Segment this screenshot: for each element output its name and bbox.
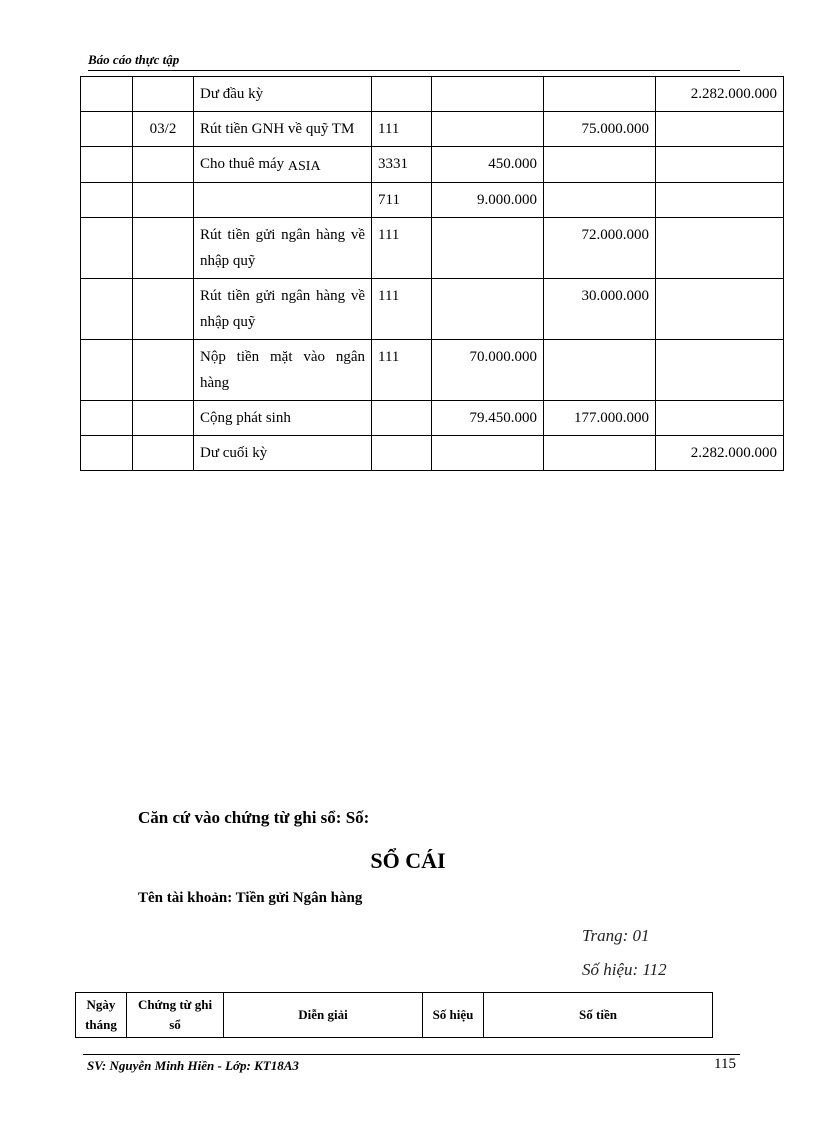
cell-desc: Rút tiền gửi ngân hàng về nhập quỹ — [194, 279, 372, 340]
voucher-basis: Căn cứ vào chứng từ ghi sổ: Số: — [138, 808, 370, 827]
cell-acct — [372, 436, 432, 471]
header-amount: Số tiền — [484, 993, 713, 1038]
cell-balance: 2.282.000.000 — [656, 436, 784, 471]
cell-debit: 79.450.000 — [432, 401, 544, 436]
cell-doc — [133, 401, 194, 436]
cell-day — [81, 340, 133, 401]
header-date: Ngày tháng — [76, 993, 127, 1038]
cell-debit — [432, 279, 544, 340]
page-header — [88, 50, 740, 71]
cell-debit — [432, 112, 544, 147]
cell-debit: 70.000.000 — [432, 340, 544, 401]
cell-debit — [432, 77, 544, 112]
cell-credit: 30.000.000 — [544, 279, 656, 340]
cell-credit: 72.000.000 — [544, 218, 656, 279]
cell-acct: 111 — [372, 340, 432, 401]
cell-desc: Dư cuối kỳ — [194, 436, 372, 471]
cell-day — [81, 401, 133, 436]
header-code: Số hiệu — [423, 993, 484, 1038]
header-title: Báo cáo thực tập — [88, 52, 180, 67]
header-description: Diễn giải — [224, 993, 423, 1038]
desc-text: Cho thuê máy — [200, 156, 285, 172]
cell-day — [81, 218, 133, 279]
cell-desc — [194, 147, 372, 183]
cell-doc — [133, 218, 194, 279]
cell-acct — [372, 77, 432, 112]
cell-debit — [432, 436, 544, 471]
cell-balance — [656, 279, 784, 340]
cell-day — [81, 436, 133, 471]
cell-acct: 111 — [372, 279, 432, 340]
cell-day — [81, 77, 133, 112]
cell-day — [81, 279, 133, 340]
table-row — [81, 279, 784, 340]
table-row — [81, 401, 784, 436]
cell-doc — [133, 77, 194, 112]
cell-balance — [656, 401, 784, 436]
cell-doc — [133, 147, 194, 183]
cell-credit — [544, 436, 656, 471]
header-voucher: Chứng từ ghi sổ — [127, 993, 224, 1038]
cell-acct: 111 — [372, 218, 432, 279]
cell-credit: 177.000.000 — [544, 401, 656, 436]
desc-suffix: ASIA — [287, 159, 321, 174]
cell-desc: Rút tiền GNH về quỹ TM — [194, 112, 372, 147]
cell-doc — [133, 279, 194, 340]
cell-debit — [432, 218, 544, 279]
cell-doc — [133, 436, 194, 471]
cell-balance — [656, 183, 784, 218]
table-row — [81, 147, 784, 183]
cell-desc — [194, 183, 372, 218]
page-label: Trang: 01 — [582, 926, 650, 945]
cell-day — [81, 147, 133, 183]
cell-balance: 2.282.000.000 — [656, 77, 784, 112]
cell-desc: Nộp tiền mặt vào ngân hàng — [194, 340, 372, 401]
cell-balance — [656, 340, 784, 401]
ledger-table — [80, 76, 784, 471]
cell-credit — [544, 77, 656, 112]
page-footer — [83, 1054, 740, 1073]
cell-doc: 03/2 — [133, 112, 194, 147]
account-name: Tên tài khoản: Tiền gửi Ngân hàng — [138, 890, 363, 906]
cell-credit: 75.000.000 — [544, 112, 656, 147]
cell-balance — [656, 218, 784, 279]
cell-balance — [656, 147, 784, 183]
cell-desc: Rút tiền gửi ngân hàng về nhập quỹ — [194, 218, 372, 279]
cell-credit — [544, 340, 656, 401]
cell-day — [81, 183, 133, 218]
so-cai-header-row — [76, 993, 713, 1038]
table-row — [81, 218, 784, 279]
cell-debit: 450.000 — [432, 147, 544, 183]
table-row — [81, 112, 784, 147]
cell-acct — [372, 401, 432, 436]
ledger-title: SỔ CÁI — [370, 848, 446, 873]
cell-balance — [656, 112, 784, 147]
cell-doc — [133, 183, 194, 218]
so-cai-table — [75, 992, 713, 1038]
table-row — [81, 183, 784, 218]
account-code: Số hiệu: 112 — [582, 960, 667, 979]
table-row — [81, 340, 784, 401]
cell-desc: Dư đầu kỳ — [194, 77, 372, 112]
page-number: 115 — [714, 1056, 736, 1072]
table-row — [81, 77, 784, 112]
student-info: SV: Nguyễn Minh Hiền - Lớp: KT18A3 — [87, 1058, 299, 1073]
cell-acct: 3331 — [372, 147, 432, 183]
cell-doc — [133, 340, 194, 401]
cell-day — [81, 112, 133, 147]
cell-debit: 9.000.000 — [432, 183, 544, 218]
table-row — [81, 436, 784, 471]
cell-credit — [544, 183, 656, 218]
cell-acct: 711 — [372, 183, 432, 218]
cell-acct: 111 — [372, 112, 432, 147]
cell-credit — [544, 147, 656, 183]
cell-desc: Cộng phát sinh — [194, 401, 372, 436]
